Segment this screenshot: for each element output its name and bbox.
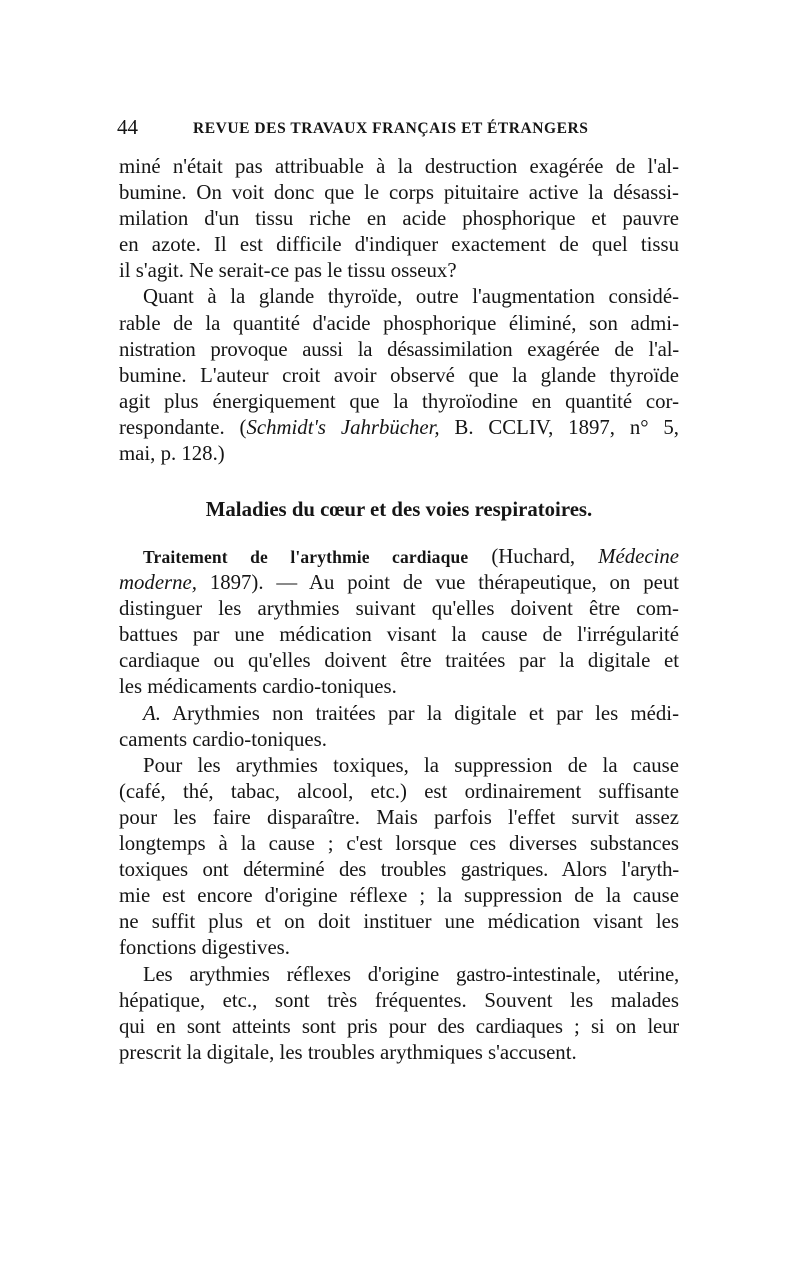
text-line: il s'agit. Ne serait-ce pas le tissu osseux? bbox=[119, 259, 457, 283]
text-line: nistration provoque aussi la désassimilation exagérée de l'al- bbox=[119, 337, 679, 361]
text-line: cardiaque ou qu'elles doivent être traitées par la digitale et bbox=[119, 649, 679, 673]
text-line: miné n'était pas attribuable à la destruction exagérée de l'al- bbox=[119, 155, 679, 178]
text-line: les médicaments cardio-toniques. bbox=[119, 675, 397, 699]
running-head: REVUE DES TRAVAUX FRANÇAIS ET ÉTRANGERS bbox=[193, 120, 589, 137]
text-line: hépatique, etc., sont très fréquentes. Souvent les malades bbox=[119, 988, 679, 1012]
journal-title: Médecine bbox=[598, 545, 679, 568]
text-line: battues par une médication visant la cause de l'irrégularité bbox=[119, 623, 679, 647]
text-line: fonctions digestives. bbox=[119, 936, 290, 960]
page-header bbox=[117, 112, 679, 142]
text-segment: B. CCLIV, 1897, n° 5, bbox=[439, 415, 679, 439]
text-segment: respondante. ( bbox=[119, 415, 247, 439]
text-segment: Arythmies non traitées par la digitale et par les médi- bbox=[160, 701, 679, 725]
journal-title: moderne, bbox=[119, 571, 197, 595]
text-line: bumine. On voit donc que le corps pituitaire active la désassi- bbox=[119, 181, 679, 205]
article-heading-line bbox=[119, 544, 679, 570]
article-title: Traitement de l'arythmie cardiaque bbox=[143, 547, 469, 567]
text-segment: (Huchard, bbox=[468, 545, 599, 568]
text-line: Pour les arythmies toxiques, la suppression de la cause bbox=[143, 753, 679, 777]
text-line: milation d'un tissu riche en acide phosphorique et pauvre bbox=[119, 207, 679, 231]
body-text-lower bbox=[119, 544, 679, 1066]
text-line: (café, thé, tabac, alcool, etc.) est ordinairement suffisante bbox=[119, 779, 679, 803]
text-line: rable de la quantité d'acide phosphorique éliminé, son admi- bbox=[119, 311, 679, 335]
text-line: qui en sont atteints sont pris pour des cardiaques ; si on leur bbox=[119, 1014, 679, 1038]
journal-title: Schmidt's Jahrbücher, bbox=[246, 415, 440, 439]
text-line: caments cardio-toniques. bbox=[119, 727, 327, 751]
text-line: prescrit la digitale, les troubles arythmiques s'accusent. bbox=[119, 1040, 577, 1064]
text-line: longtemps à la cause ; c'est lorsque ces diverses substances bbox=[119, 832, 679, 856]
text-line bbox=[119, 570, 679, 596]
text-segment: 1897). — Au point de vue thérapeutique, on peut bbox=[196, 571, 679, 595]
text-line: Quant à la glande thyroïde, outre l'augmentation considé- bbox=[143, 285, 679, 309]
body-text-upper bbox=[119, 154, 679, 467]
subsection-letter: A. bbox=[143, 701, 161, 725]
text-line: distinguer les arythmies suivant qu'elles doivent être com- bbox=[119, 597, 679, 621]
citation-line bbox=[119, 415, 679, 441]
text-line: toxiques ont déterminé des troubles gastriques. Alors l'aryth- bbox=[119, 858, 679, 882]
text-line: Les arythmies réflexes d'origine gastro-intestinale, utérine, bbox=[143, 962, 679, 986]
section-title: Maladies du cœur et des voies respiratoires. bbox=[205, 498, 593, 521]
text-line: en azote. Il est difficile d'indiquer exactement de quel tissu bbox=[119, 233, 679, 257]
page-number: 44 bbox=[117, 115, 138, 139]
text-line: pour les faire disparaître. Mais parfois l'effet survit assez bbox=[119, 805, 679, 829]
text-line: agit plus énergiquement que la thyroïodine en quantité cor- bbox=[119, 389, 679, 413]
text-line: ne suffit plus et on doit instituer une médication visant les bbox=[119, 910, 679, 934]
text-line: mie est encore d'origine réflexe ; la suppression de la cause bbox=[119, 884, 679, 908]
text-line: mai, p. 128.) bbox=[119, 442, 225, 466]
text-line: bumine. L'auteur croit avoir observé que la glande thyroïde bbox=[119, 363, 679, 387]
text-line bbox=[119, 701, 679, 727]
